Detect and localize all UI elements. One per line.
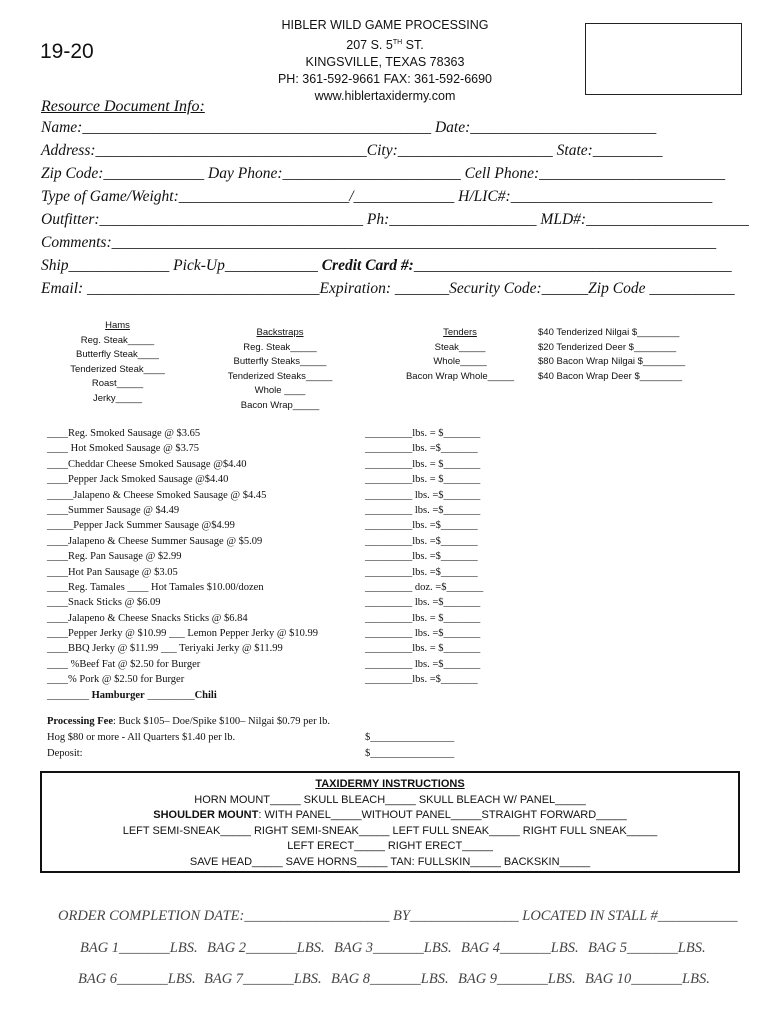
product-item[interactable]: ____BBQ Jerky @ $11.99 ___ Teriyaki Jerky @ $11.99 (47, 643, 283, 655)
amount-field[interactable]: _________lbs. = $_______ (365, 458, 481, 470)
backstraps-item[interactable]: Whole ____ (254, 385, 306, 396)
bag-field[interactable]: BAG 8_______LBS. (331, 971, 449, 987)
tenders-item[interactable]: Whole_____ (433, 356, 487, 367)
taxidermy-title: TAXIDERMY INSTRUCTIONS (315, 778, 465, 790)
product-list (47, 426, 318, 703)
product-item[interactable]: ____Cheddar Cheese Smoked Sausage @$4.40 (47, 458, 247, 470)
order-completion-line[interactable]: ORDER COMPLETION DATE:____________________ BY_______________ LOCATED IN STALL #___________ (58, 908, 738, 924)
special-item[interactable]: $80 Bacon Wrap Nilgai $________ (538, 356, 686, 367)
amount-field[interactable]: _________lbs. =$_______ (365, 551, 478, 563)
product-item[interactable]: ____Pepper Jerky @ $10.99 ___ Lemon Pepper Jerky @ $10.99 (47, 628, 319, 640)
taxidermy-line[interactable]: SAVE HEAD_____ SAVE HORNS_____ TAN: FULLSKIN_____ BACKSKIN_____ (189, 855, 591, 868)
amount-field[interactable]: _________lbs. = $_______ (365, 474, 481, 486)
amount-field[interactable]: _________lbs. =$_______ (365, 535, 478, 547)
specials-column (538, 326, 685, 384)
bag-field[interactable]: BAG 3_______LBS. (334, 940, 452, 956)
amount-field[interactable]: _________lbs. =$_______ (365, 674, 478, 686)
hams-item[interactable]: Roast_____ (91, 378, 144, 389)
product-item[interactable]: ____Hot Pan Sausage @ $3.05 (47, 566, 178, 578)
name-date-line[interactable]: Name:_____________________________________________ Date:________________________ (41, 119, 657, 136)
hams-title: Hams (105, 320, 130, 331)
business-header (240, 17, 530, 105)
tenders-item[interactable]: Bacon Wrap Whole_____ (405, 370, 515, 382)
amount-field[interactable]: _________lbs. =$_______ (365, 443, 478, 455)
hamburger-label: Hamburger (91, 689, 145, 701)
deposit-amount-field[interactable]: $________________ (365, 748, 455, 759)
product-item[interactable]: ____Reg. Pan Sausage @ $2.99 (47, 551, 182, 563)
amount-field[interactable]: _________lbs. = $_______ (365, 612, 481, 624)
ship-credit-line[interactable] (41, 257, 732, 275)
product-item[interactable]: ____ %Beef Fat @ $2.50 for Burger (47, 658, 201, 670)
taxidermy-line[interactable]: LEFT ERECT_____ RIGHT ERECT_____ (287, 840, 493, 852)
tenders-title: Tenders (443, 327, 477, 338)
product-item[interactable]: ____Snack Sticks @ $6.09 (47, 597, 161, 609)
special-item[interactable]: $40 Bacon Wrap Deer $________ (538, 370, 683, 382)
processing-fee: Processing Fee: Buck $105– Doe/Spike $100– Nilgai $0.79 per lb. Hog $80 or more - All Quarters $1.40 per lb. Deposit: (47, 714, 330, 762)
bag-field[interactable]: BAG 10_______LBS. (585, 971, 710, 987)
amount-field[interactable]: _________ lbs. =$_______ (365, 489, 481, 501)
phone-fax: PH: 361-592-9661 FAX: 361-592-6690 (277, 72, 493, 87)
backstraps-item[interactable]: Butterfly Steaks_____ (233, 356, 327, 367)
city-state-zip: KINGSVILLE, TEXAS 78363 (305, 55, 465, 70)
resource-title: Resource Document Info: (41, 98, 205, 115)
amount-field[interactable]: _________lbs. = $_______ (365, 643, 481, 655)
hams-column (60, 319, 175, 406)
shoulder-mount-label: SHOULDER MOUNT (153, 809, 259, 821)
street-address: 207 S. 5TH ST. (346, 38, 424, 53)
product-item[interactable]: ____Reg. Smoked Sausage @ $3.65 (47, 428, 201, 439)
company-name: HIBLER WILD GAME PROCESSING (281, 18, 489, 32)
office-use-box (585, 23, 742, 95)
product-item[interactable]: _____Pepper Jack Summer Sausage @$4.99 (47, 520, 235, 532)
amount-column (365, 426, 483, 688)
hog-amount-field[interactable]: $________________ (365, 732, 455, 743)
taxidermy-line[interactable]: LEFT SEMI-SNEAK_____ RIGHT SEMI-SNEAK_____ LEFT FULL SNEAK_____ RIGHT FULL SNEAK_____ (122, 824, 658, 837)
form-code: 19-20 (40, 40, 94, 63)
product-item[interactable]: _____Jalapeno & Cheese Smoked Sausage @ $4.45 (47, 489, 267, 501)
amount-field[interactable]: _________lbs. =$_______ (365, 566, 478, 578)
hams-item[interactable]: Reg. Steak_____ (80, 334, 155, 346)
amount-field[interactable]: _________lbs. = $_______ (365, 428, 481, 439)
address-line[interactable]: Address:___________________________________City:____________________ State:_________ (41, 142, 663, 159)
amount-field[interactable]: _________ lbs. =$_______ (365, 504, 481, 516)
backstraps-item[interactable]: Bacon Wrap_____ (240, 399, 320, 411)
zip-phone-line[interactable]: Zip Code:_____________ Day Phone:_______________________ Cell Phone:________________________ (41, 165, 726, 182)
credit-card-blank[interactable]: _________________________________________ (413, 257, 732, 274)
amount-field[interactable]: _________ lbs. =$_______ (365, 658, 481, 670)
outfitter-line[interactable]: Outfitter:__________________________________ Ph:___________________ MLD#:_____________________ (41, 211, 749, 228)
backstraps-item[interactable]: Reg. Steak_____ (243, 341, 317, 353)
burger-chili-line[interactable]: ________ Hamburger _________Chili (47, 689, 217, 701)
amount-field[interactable]: _________ lbs. =$_______ (365, 597, 481, 609)
game-weight-line[interactable]: Type of Game/Weight:______________________/_____________ H/LIC#:__________________________ (41, 188, 713, 205)
amount-field[interactable]: _________ lbs. =$_______ (365, 628, 481, 640)
bag-field[interactable]: BAG 2_______LBS. (207, 940, 325, 956)
backstraps-title: Backstraps (256, 327, 304, 338)
product-item[interactable]: ____Reg. Tamales ____ Hot Tamales $10.00/dozen (47, 581, 264, 593)
product-item[interactable]: ____Pepper Jack Smoked Sausage @$4.40 (47, 474, 229, 486)
amount-field[interactable]: _________lbs. =$_______ (365, 520, 478, 532)
backstraps-item[interactable]: Tenderized Steaks_____ (227, 370, 333, 382)
comments-line[interactable]: Comments:______________________________________________________________________________ (41, 234, 717, 251)
hams-item[interactable]: Tenderized Steak____ (70, 363, 165, 375)
hams-item[interactable]: Jerky_____ (92, 392, 143, 404)
taxidermy-instructions-box (40, 771, 740, 873)
product-item[interactable]: ____% Pork @ $2.50 for Burger (47, 674, 185, 686)
ship-pickup[interactable]: Ship_____________ Pick-Up____________ (41, 257, 318, 274)
hog-fee: Hog $80 or more - All Quarters $1.40 per lb. (47, 732, 236, 743)
chili-label: Chili (194, 689, 217, 701)
bag-field[interactable]: BAG 4_______LBS. (461, 940, 579, 956)
taxidermy-line[interactable]: SHOULDER MOUNT: WITH PANEL_____WITHOUT PANEL_____STRAIGHT FORWARD_____ (153, 809, 627, 821)
website: www.hiblertaxidermy.com (314, 89, 456, 104)
fee-amounts (365, 730, 454, 762)
processing-fee-label: Processing Fee (47, 716, 113, 727)
bag-field[interactable]: BAG 1_______LBS. (80, 940, 198, 956)
taxidermy-line[interactable]: HORN MOUNT_____ SKULL BLEACH_____ SKULL BLEACH W/ PANEL_____ (194, 793, 586, 806)
amount-field[interactable]: _________ doz. =$_______ (365, 581, 484, 593)
special-item[interactable]: $20 Tenderized Deer $________ (538, 341, 677, 353)
bag-field[interactable]: BAG 9_______LBS. (458, 971, 576, 987)
deposit-label: Deposit: (47, 748, 83, 759)
product-item[interactable]: ____Jalapeno & Cheese Summer Sausage @ $5.09 (47, 535, 263, 547)
tenders-item[interactable]: Steak_____ (434, 341, 486, 353)
product-item[interactable]: ____Summer Sausage @ $4.49 (47, 504, 180, 516)
bag-field[interactable]: BAG 6_______LBS. (78, 971, 196, 987)
product-item[interactable]: ____ Hot Smoked Sausage @ $3.75 (47, 443, 199, 455)
bag-field[interactable]: BAG 7_______LBS. (204, 971, 322, 987)
email-line[interactable]: Email: ______________________________Expiration: _______Security Code:______Zip Code ___________ (41, 280, 735, 297)
tenders-column (400, 326, 520, 384)
bag-field[interactable]: BAG 5_______LBS. (588, 940, 706, 956)
hams-item[interactable]: Butterfly Steak____ (76, 349, 159, 360)
backstraps-column (210, 326, 350, 413)
credit-card-label: Credit Card #: (321, 257, 414, 274)
product-item[interactable]: ____Jalapeno & Cheese Snacks Sticks @ $6.84 (47, 612, 248, 624)
special-item[interactable]: $40 Tenderized Nilgai $________ (538, 327, 680, 338)
